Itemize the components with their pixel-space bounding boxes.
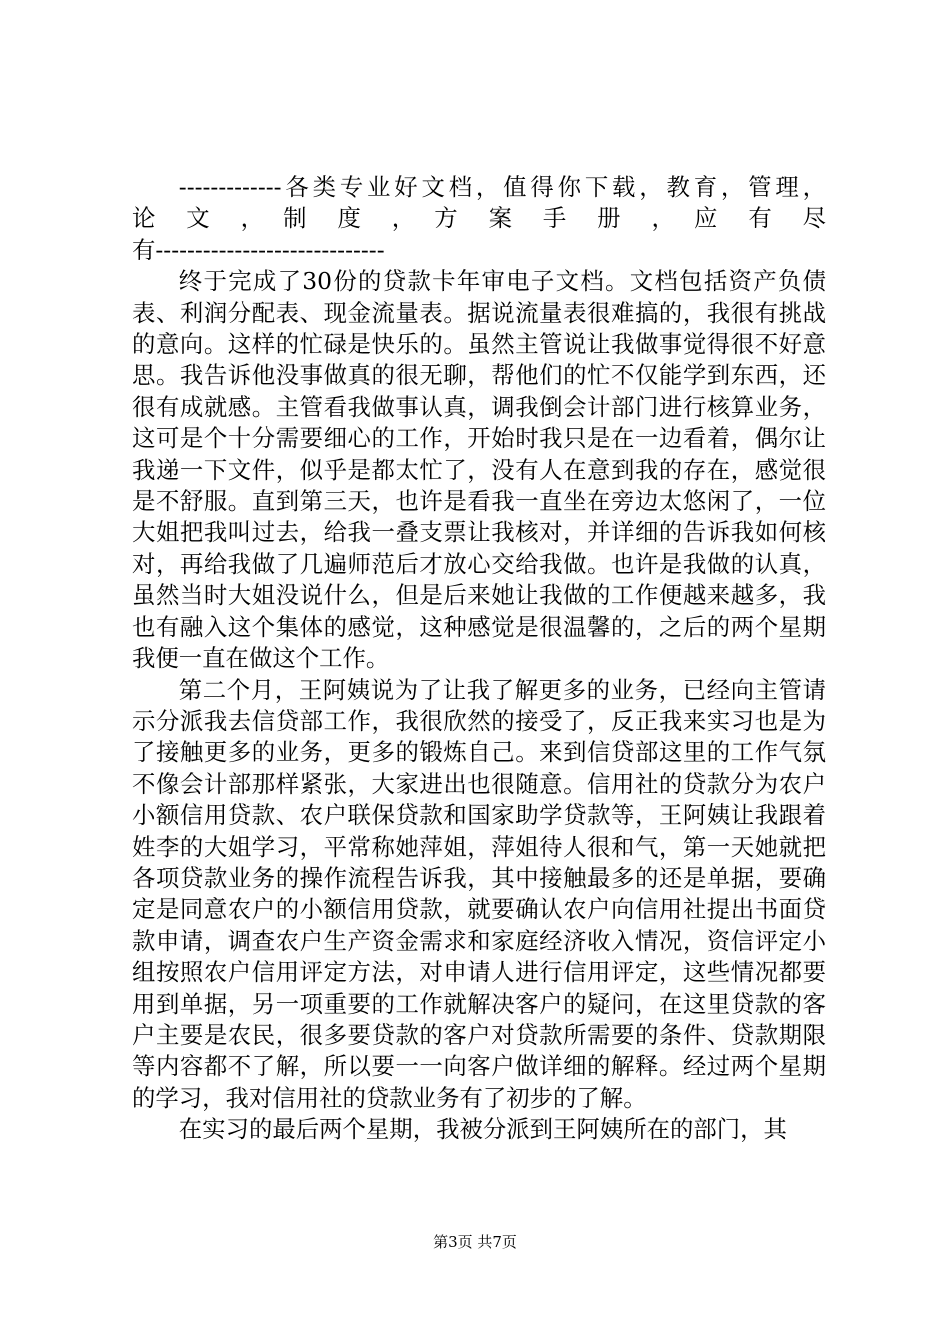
banner-line-3: 有----------------------------- xyxy=(132,235,385,264)
download-banner xyxy=(132,172,826,266)
paragraph-1: 终于完成了30份的贷款卡年审电子文档。文档包括资产负债表、利润分配表、现金流量表。据说流量表很难搞的，我很有挑战的意向。这样的忙碌是快乐的。虽然主管说让我做事觉得很不好意思。我告诉他没事做真的很无聊，帮他们的忙不仅能学到东西，还很有成就感。主管看我做事认真，调我倒会计部门进行核算业务，这可是个十分需要细心的工作，开始时我只是在一边看着，偶尔让我递一下文件，似乎是都太忙了，没有人在意到我的存在，感觉很是不舒服。直到第三天，也许是看我一直坐在旁边太悠闲了，一位大姐把我叫过去，给我一叠支票让我核对，并详细的告诉我如何核对，再给我做了几遍师范后才放心交给我做。也许是我做的认真，虽然当时大姐没说什么，但是后来她让我做的工作便越来越多，我也有融入这个集体的感觉，这种感觉是很温馨的，之后的两个星期我便一直在做这个工作。 xyxy=(132,267,826,673)
paragraph-3: 在实习的最后两个星期，我被分派到王阿姨所在的部门，其 xyxy=(178,1115,787,1144)
paragraph-2: 第二个月，王阿姨说为了让我了解更多的业务，已经向主管请示分派我去信贷部工作，我很欣然的接受了，反正我来实习也是为了接触更多的业务，更多的锻炼自己。来到信贷部这里的工作气氛不像会计部那样紧张，大家进出也很随意。信用社的贷款分为农户小额信用贷款、农户联保贷款和国家助学贷款等，王阿姨让我跟着姓李的大姐学习，平常称她萍姐，萍姐待人很和气，第一天她就把各项贷款业务的操作流程告诉我，其中接触最多的还是单据，要确定是同意农户的小额信用贷款，就要确认农户向信用社提出书面贷款申请，调查农户生产资金需求和家庭经济收入情况，资信评定小组按照农户信用评定方法，对申请人进行信用评定，这些情况都要用到单据，另一项重要的工作就解决客户的疑问，在这里贷款的客户主要是农民，很多要贷款的客户对贷款所需要的条件、贷款期限等内容都不了解，所以要一一向客户做详细的解释。经过两个星期的学习，我对信用社的贷款业务有了初步的了解。 xyxy=(132,675,826,1112)
document-body xyxy=(132,172,826,1146)
banner-line-2: 论 文 ， 制 度 ， 方 案 手 册 ， 应 有 尽 xyxy=(132,204,826,233)
page-footer: 第3页 共7页 xyxy=(433,1233,517,1251)
banner-line-1: -------------各类专业好文档，值得你下载，教育，管理， xyxy=(178,173,826,201)
